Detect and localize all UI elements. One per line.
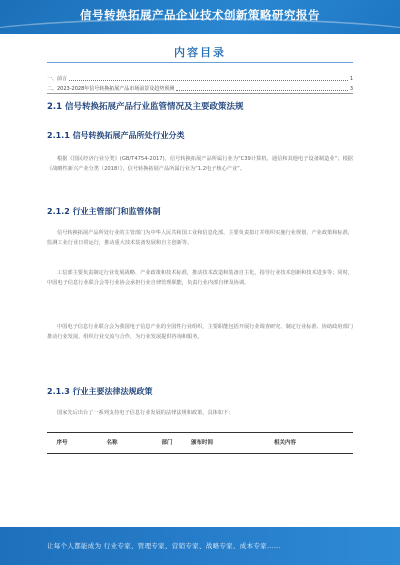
paragraph: 国家先后出台了一系列支持电子信息行业发展的法律法规和政策，具体如下： [57, 410, 234, 416]
toc-leader-dots [176, 87, 348, 91]
paragraph: 根据《国民经济行业分类》(GB/T4754-2017)，信号转换拓展产品所属行业为“C39计算机、通信和其他电子设备制造业”；根据《战略性新兴产业分类（2018）》，信号转换拓展产品所属行业为“1.2电子核心产业”。 [47, 156, 353, 172]
toc-divider [47, 62, 353, 63]
toc-entry-label: 二、2023-2028年信号转换拓展产品市场前景及趋势预测 [47, 86, 175, 92]
toc-title: 内容目录 [174, 46, 226, 59]
toc-entry-page: 3 [349, 85, 353, 92]
col-header-index: 序号 [56, 440, 68, 446]
section-heading: 2.1 信号转换拓展产品行业监管情况及主要政策法规 [47, 102, 244, 112]
subsection-heading: 2.1.3 行业主要法律法规政策 [47, 387, 153, 396]
col-header-date: 颁布时间 [190, 440, 213, 446]
paragraph: 中国电子信息行业联合会为我国电子信息产业的全国性行业组织，主要职能包括开展行业调查研究、制定行业标准、协助政府部门推动行业发展、组织行业交流与合作，为行业发展提供咨询和服务。 [47, 324, 353, 340]
col-header-department: 部门 [161, 440, 173, 446]
toc-entry[interactable] [47, 84, 353, 93]
toc-entry-page: 1 [349, 75, 353, 82]
subsection-heading: 2.1.1 信号转换拓展产品所处行业分类 [47, 131, 185, 140]
paragraph: 信号转换拓展产品所处行业的主管部门为中华人民共和国工业和信息化部，主要负责拟订并组织实施行业规划、产业政策和标准，监测工业行业日常运行，推动重大技术装备发展和自主创新等。 [47, 230, 353, 246]
law-table-header [47, 432, 353, 454]
toc-entry[interactable] [47, 74, 353, 83]
col-header-content: 相关内容 [273, 440, 296, 446]
paragraph: 工信部主要负责制定行业发展战略、产业政策和技术标准，推动技术改造和装备自主化，指导行业技术创新和技术进步等；同时，中国电子信息行业联合会等行业协会承担行业自律管理职能，负责行业内部自律及协调。 [47, 270, 353, 286]
toc-leader-dots [69, 77, 348, 81]
footer-slogan: 让每个人都能成为 行业专家、管理专家、营销专家、战略专家、成本专家…… [47, 542, 281, 550]
toc-entry-label: 一、前言 [47, 76, 68, 82]
col-header-name: 名称 [106, 440, 118, 446]
report-title: 信号转换拓展产品企业技术创新策略研究报告 [80, 8, 320, 22]
subsection-heading: 2.1.2 行业主管部门和监管体制 [47, 207, 161, 216]
toc-bottom-divider [47, 93, 353, 94]
